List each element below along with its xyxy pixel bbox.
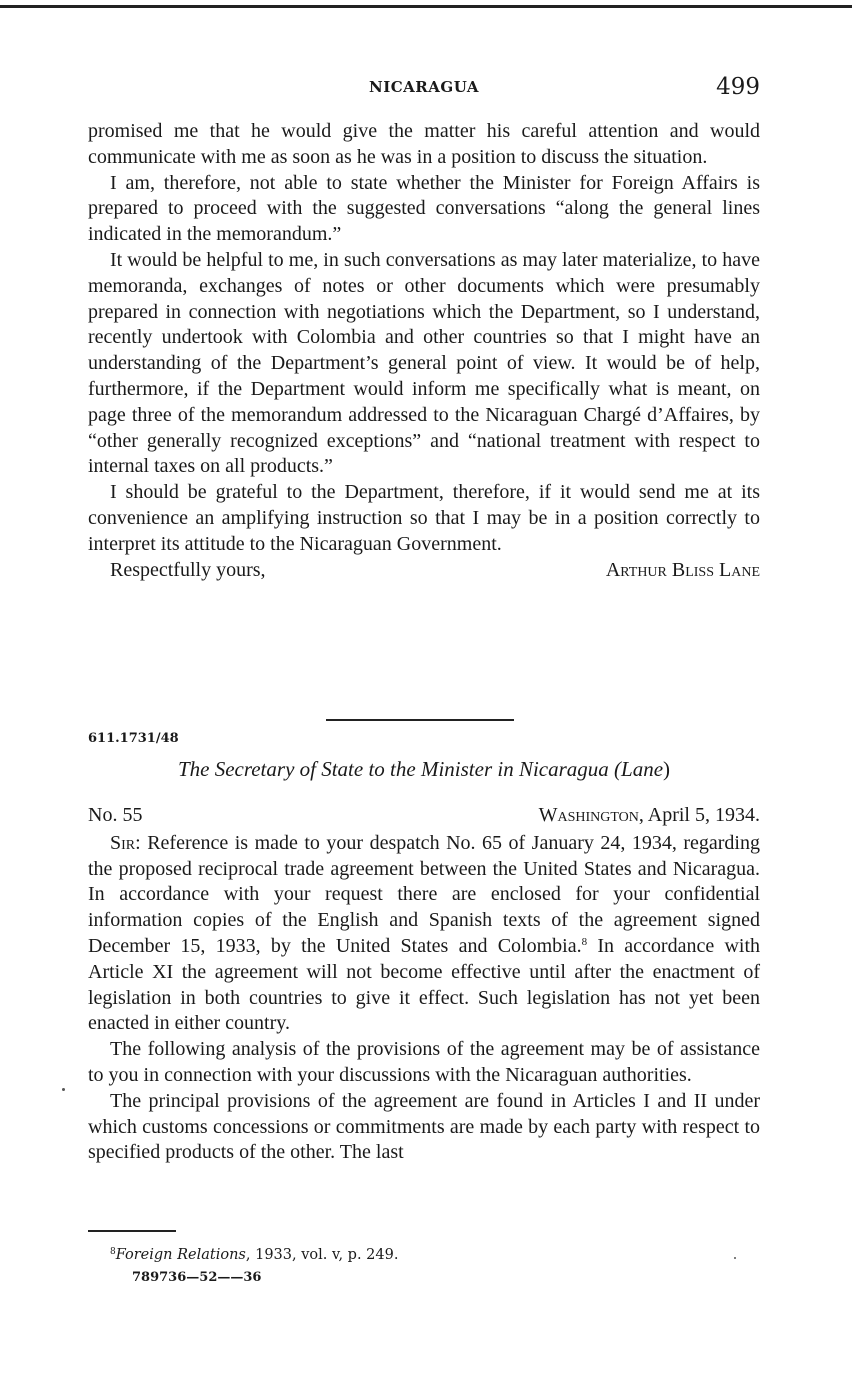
page-number: 499 [716,74,760,100]
signoff [88,558,760,584]
place: Washington [538,804,639,826]
file-number: 611.1731/48 [88,731,179,746]
document-paragraph-2: The following analysis of the provisions of the agreement may be of assistance to you in connection with your discussions with the Nicaraguan authorities. [88,1038,760,1086]
dateline [88,803,760,829]
top-rule [0,5,852,8]
print-speck [734,1257,736,1259]
footnote-reference: 8 [581,935,588,948]
letter-paragraph-4: I should be grateful to the Department, therefore, if it would send me at its convenience an amplifying instruction so that I may be in a position correctly to interpret its attitude to the Nicaraguan Government. [88,481,760,555]
document-body [88,803,760,1166]
document-paragraph-1 [88,831,760,1037]
document-title-text: The Secretary of State to the Minister in Nicaragua (Lane [177,757,664,781]
print-speck [62,1088,65,1091]
paragraph-1-text-b: In accordance with Article XI the agreement will not become effective until after the enactment of legislation in both countries to give it effect. Such legislation has not yet been enacted in either country. [88,934,761,1035]
section-divider [326,719,514,721]
running-head: NICARAGUA [369,78,479,96]
document-title-close: ) [663,757,671,781]
salutation: Sir [110,831,136,854]
document-paragraph-3: The principal provisions of the agreement are found in Articles I and II under which customs concessions or commitments are made by each party with respect to specified products of the other. The last [88,1089,760,1164]
print-code: 789736—52——36 [132,1270,262,1285]
paragraph-1-text-a: Reference is made to your despatch No. 65 of January 24, 1934, regarding the proposed reciprocal trade agreement between the United States and Nicaragua. In accordance with your request there are enclosed for your confidential information copies of the English and Spanish texts of the agreement signed December 15, 1933, by the United States and Colombia. [88,831,760,957]
letter-body [88,119,760,583]
letter-paragraph-2: I am, therefore, not able to state whether the Minister for Foreign Affairs is prepared to proceed with the suggested conversations “along the general lines indicated in the memorandum.” [88,171,760,246]
letter-paragraph-3: It would be helpful to me, in such conversations as may later materialize, to have memoranda, exchanges of notes or other documents which were presumably prepared in connection with negotiations which the Department, so I understand, recently undertook with Colombia and other countries so that I might have an understanding of the Department’s general point of view. It would be of help, furthermore, if the Department would inform me specifically what is meant, on page three of the memorandum addressed to the Nicaraguan Chargé d’Affaires, by “other generally recognized exceptions” and “national treatment with respect to internal taxes on all products.” [88,248,760,478]
footnote-marker: 8 [110,1247,116,1257]
letter-paragraph-1: promised me that he would give the matter his careful attention and would communicate with me as soon as he was in a position to discuss the situation. [88,120,760,168]
place-date [539,803,760,829]
footnote-source: Foreign Relations [115,1247,246,1263]
document-number: No. 55 [88,804,143,826]
date: , April 5, 1934. [638,804,760,826]
signature: Arthur Bliss Lane [605,558,760,581]
document-title [88,757,760,782]
page-header [88,74,760,104]
footnote [110,1247,398,1263]
footnote-text: , 1933, vol. v, p. 249. [245,1247,399,1263]
footnote-rule [88,1230,176,1232]
closing: Respectfully yours, [110,558,266,581]
salutation-colon: : [135,831,141,854]
